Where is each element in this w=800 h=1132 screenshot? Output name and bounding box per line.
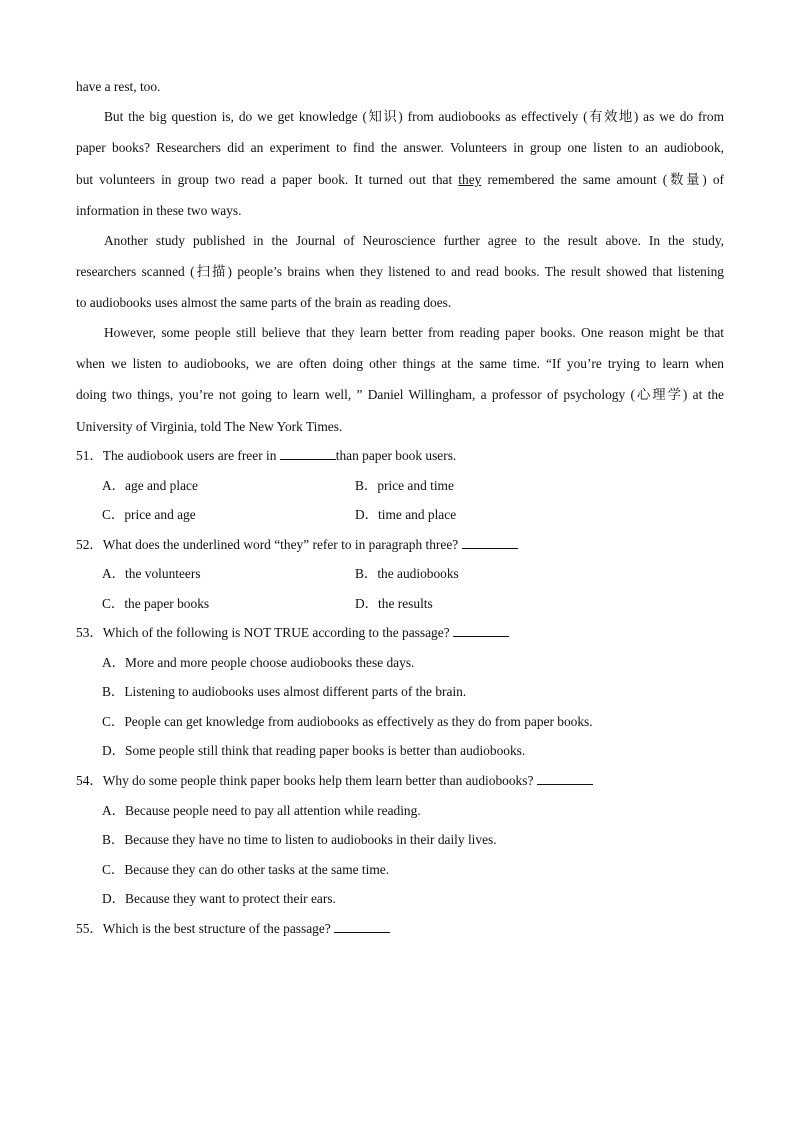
option: D．the results <box>355 596 433 611</box>
passage-line: to audiobooks uses almost the same parts of the brain as reading does. <box>76 295 452 310</box>
passage-line: have a rest, too. <box>76 79 161 94</box>
question-stem: 54．Why do some people think paper books help them learn better than audiobooks? <box>76 773 537 788</box>
passage-line: University of Virginia, told The New York Times. <box>76 419 343 434</box>
passage-line: But the big question is, do we get knowledge (知识) from audiobooks as effectively (有效地) as we do from <box>104 109 724 124</box>
option: B．the audiobooks <box>355 566 459 581</box>
question-stem: than paper book users. <box>335 448 457 463</box>
option: A．age and place <box>102 478 198 493</box>
question-51 <box>76 447 456 465</box>
option: B．Listening to audiobooks uses almost different parts of the brain. <box>102 684 467 699</box>
answer-blank <box>334 920 390 933</box>
option: A．the volunteers <box>102 566 201 581</box>
question-54 <box>76 772 593 790</box>
passage-line: paper books? Researchers did an experiment to find the answer. Volunteers in group one listen to an audiobook, <box>76 140 724 155</box>
question-53 <box>76 624 509 642</box>
option: C．price and age <box>102 507 196 522</box>
passage-line: when we listen to audiobooks, we are often doing other things at the same time. “If you’re trying to learn when <box>76 356 724 371</box>
question-55 <box>76 920 390 938</box>
passage-line: information in these two ways. <box>76 203 242 218</box>
option: C．Because they can do other tasks at the same time. <box>102 862 390 877</box>
passage-line: researchers scanned (扫描) people’s brains when they listened to and read books. The result showed that listening <box>76 264 724 279</box>
question-stem: 51．The audiobook users are freer in <box>76 448 280 463</box>
passage-text: but volunteers in group two read a paper book. It turned out that <box>76 172 459 187</box>
question-stem: 55．Which is the best structure of the passage? <box>76 921 335 936</box>
answer-blank <box>462 536 518 549</box>
question-stem: 53．Which of the following is NOT TRUE according to the passage? <box>76 625 453 640</box>
underlined-word: they <box>458 172 482 187</box>
option: D．Some people still think that reading paper books is better than audiobooks. <box>102 743 526 758</box>
passage-line: However, some people still believe that they learn better from reading paper books. One reason might be that <box>104 325 724 340</box>
question-stem: 52．What does the underlined word “they” refer to in paragraph three? <box>76 537 462 552</box>
option: D．Because they want to protect their ears. <box>102 891 336 906</box>
option: B．Because they have no time to listen to audiobooks in their daily lives. <box>102 832 497 847</box>
question-52 <box>76 536 518 554</box>
passage-line: Another study published in the Journal of Neuroscience further agree to the result above. In the study, <box>104 233 724 248</box>
passage-line <box>76 171 724 189</box>
option: C．the paper books <box>102 596 210 611</box>
option: A．Because people need to pay all attention while reading. <box>102 803 421 818</box>
option: A．More and more people choose audiobooks these days. <box>102 655 415 670</box>
answer-blank <box>537 772 593 785</box>
answer-blank <box>453 624 509 637</box>
passage-text: remembered the same amount (数量) of <box>481 172 724 187</box>
option: B．price and time <box>355 478 454 493</box>
option: D．time and place <box>355 507 457 522</box>
option: C．People can get knowledge from audiobooks as effectively as they do from paper books. <box>102 714 593 729</box>
passage-line: doing two things, you’re not going to learn well, ” Daniel Willingham, a professor of psychology (心理学) at the <box>76 387 724 402</box>
answer-blank <box>280 447 336 460</box>
